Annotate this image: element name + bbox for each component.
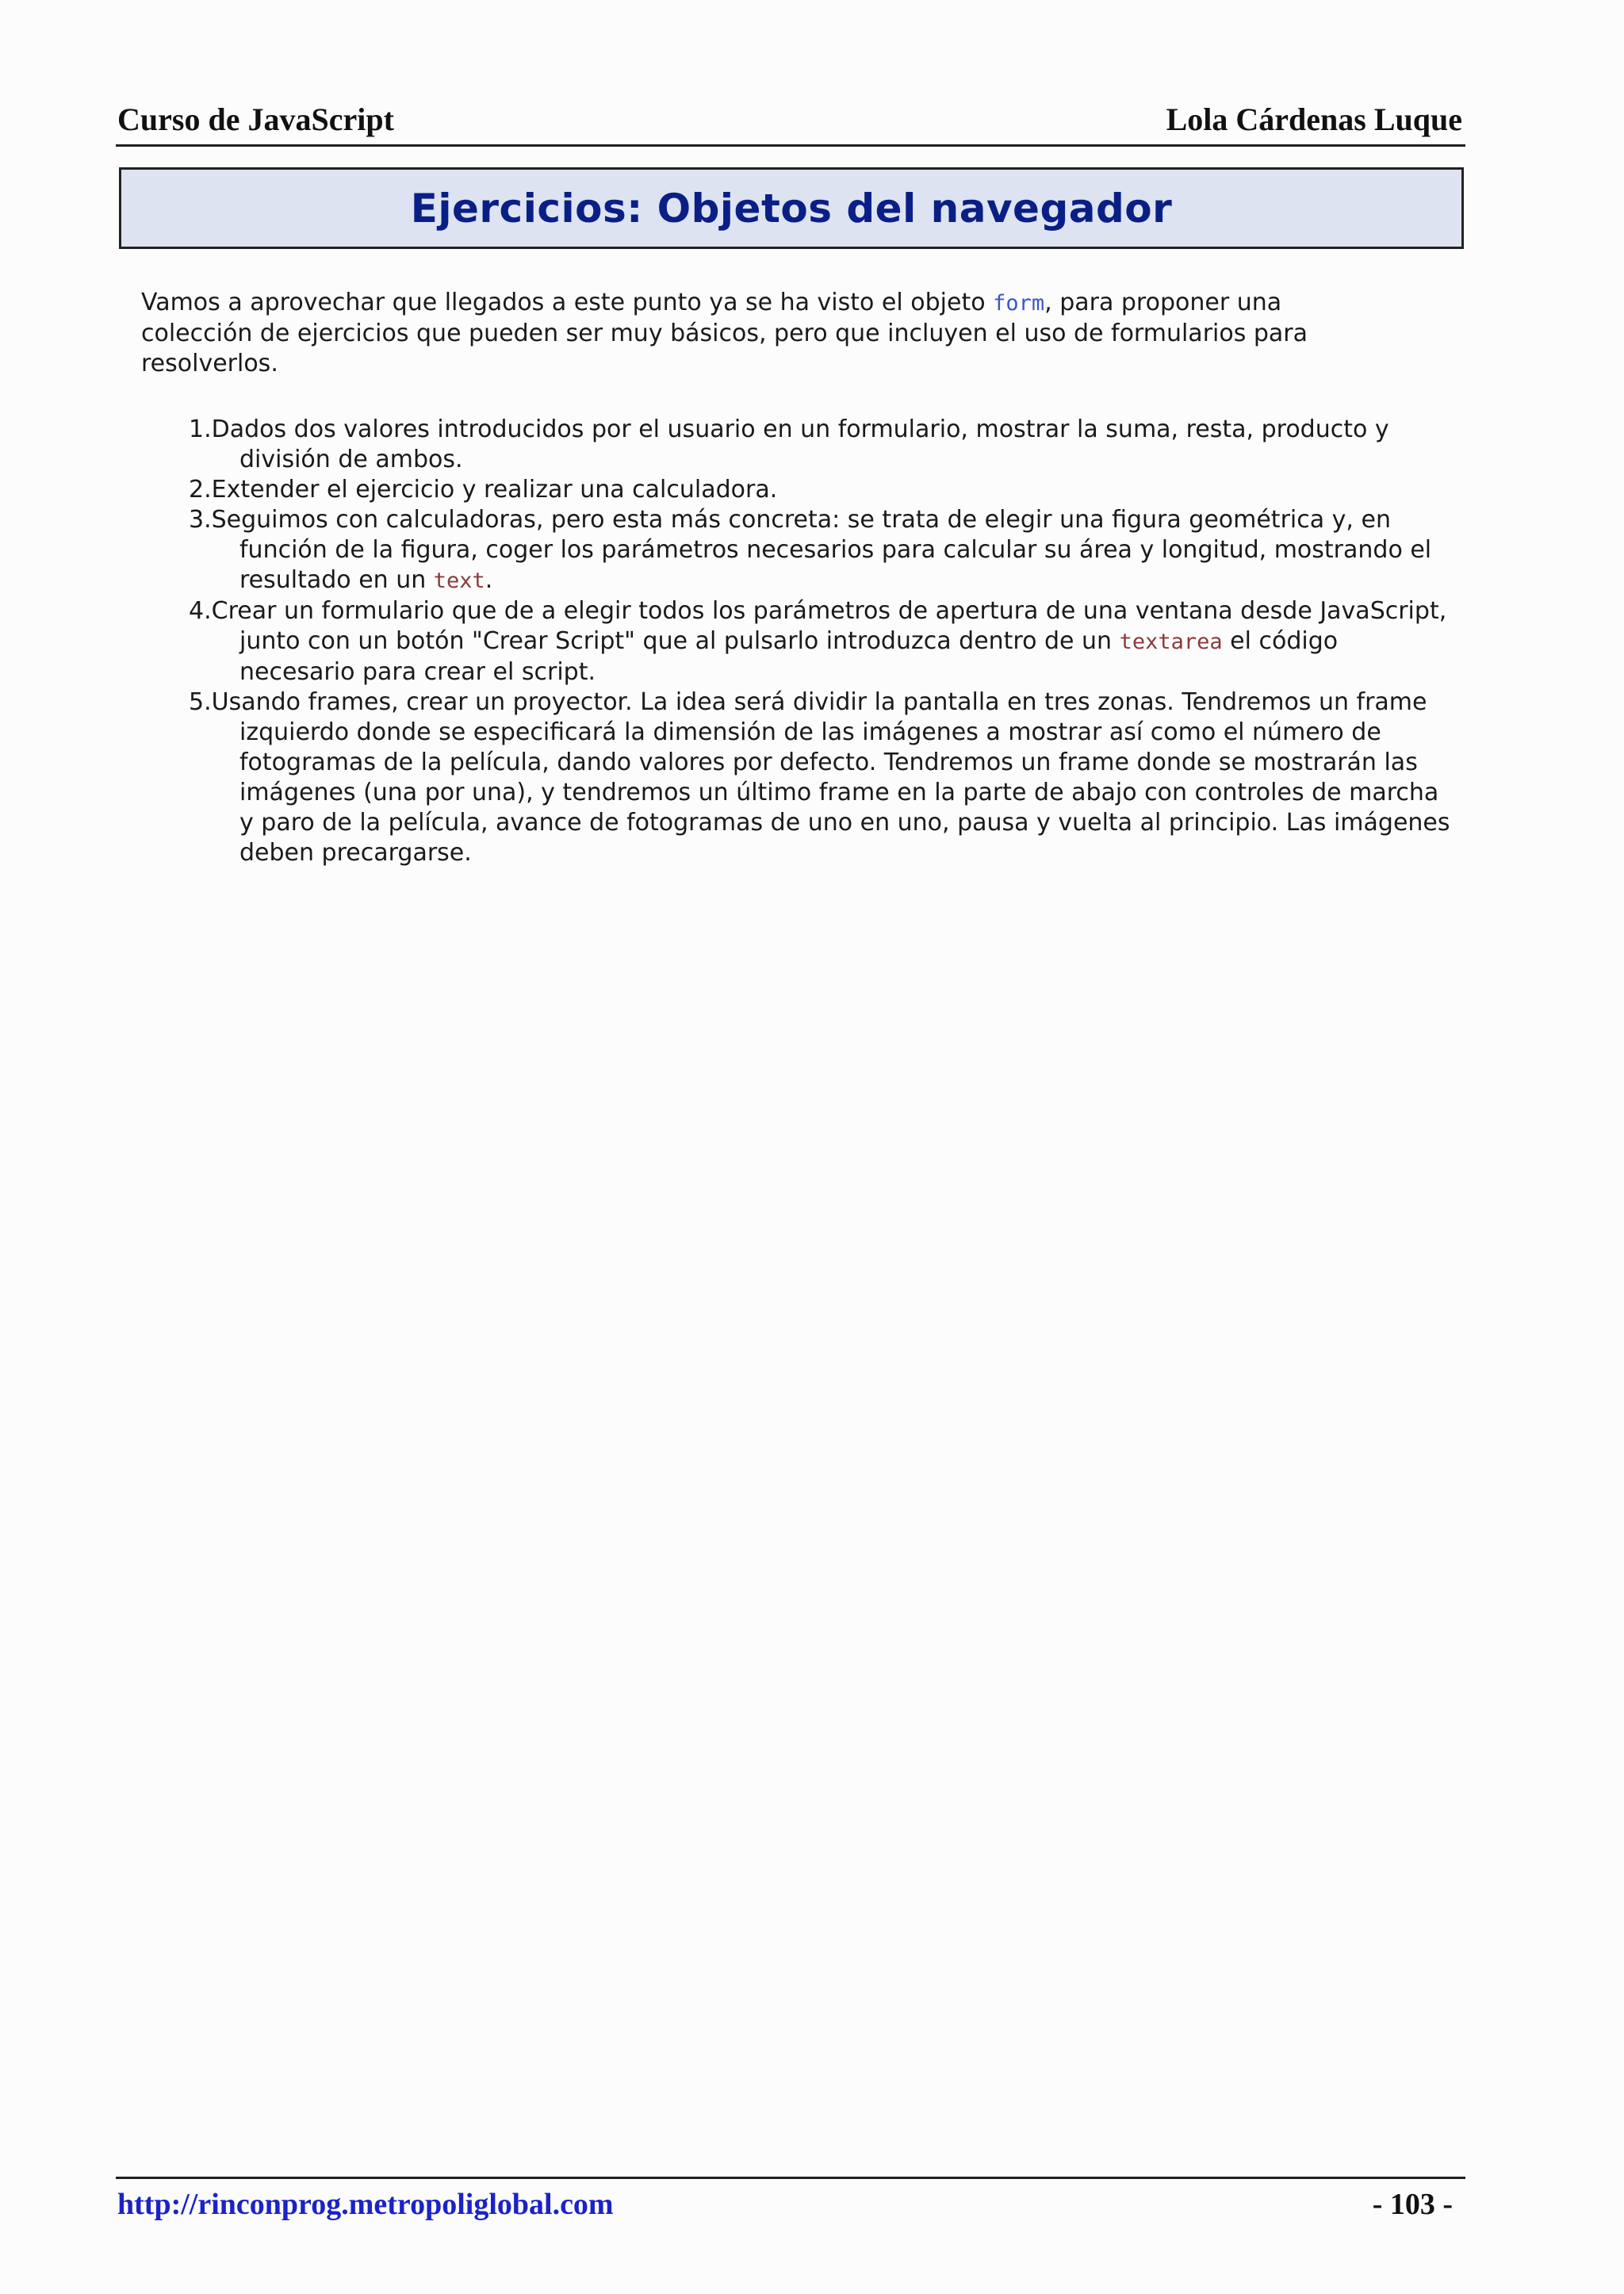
intro-code-form: form	[993, 291, 1045, 316]
intro-paragraph	[141, 288, 1378, 379]
intro-text-before: Vamos a aprovechar que llegados a este punto ya se ha visto el objeto	[141, 289, 994, 316]
course-title: Curso de JavaScript	[117, 101, 394, 137]
exercise-code-text: text	[433, 569, 485, 593]
exercise-number: 2.	[189, 476, 212, 504]
intro-text-after: , para proponer una colección de ejercicios que pueden ser muy básicos, pero que incluyen el uso de formularios para resolverlos.	[141, 289, 1308, 377]
section-title-box	[119, 167, 1464, 249]
exercise-item-5	[189, 687, 1457, 868]
exercise-item-4	[189, 596, 1457, 687]
exercise-list	[189, 415, 1457, 868]
section-title: Ejercicios: Objetos del navegador	[410, 185, 1173, 232]
page-footer	[116, 2177, 1465, 2227]
exercise-number: 4.	[189, 597, 212, 625]
exercise-text: Seguimos con calculadoras, pero esta más concreta: se trata de elegir una figura geométrica y, en función de la figura, coger los parámetros necesarios para calcular su área y longitud, mostrando el resultado en un	[211, 506, 1432, 594]
exercise-number: 5.	[189, 688, 212, 716]
exercise-number: 1.	[189, 416, 212, 443]
exercise-code-textarea: textarea	[1119, 630, 1223, 654]
exercise-text: Dados dos valores introducidos por el usuario en un formulario, mostrar la suma, resta, producto y división de ambos.	[211, 416, 1389, 473]
site-link[interactable]: http://rinconprog.metropoliglobal.com	[117, 2188, 614, 2221]
exercise-item-2	[189, 475, 1457, 505]
page-number: - 103 -	[1372, 2188, 1453, 2221]
author-name: Lola Cárdenas Luque	[1166, 101, 1462, 137]
exercise-item-3	[189, 505, 1457, 596]
exercise-number: 3.	[189, 506, 212, 534]
exercise-text: Extender el ejercicio y realizar una calculadora.	[211, 476, 778, 504]
exercise-item-1	[189, 415, 1457, 475]
exercise-text: Crear un formulario que de a elegir todos los parámetros de apertura de una ventana desde JavaScript, junto con un botón "Crear Script" que al pulsarlo introduzca dentro de un	[211, 597, 1447, 655]
exercise-text: Usando frames, crear un proyector. La idea será dividir la pantalla en tres zonas. Tendremos un frame izquierdo donde se especificará la dimensión de las imágenes a mostrar así como el número de fotogramas de la película, dando valores por defecto. Tendremos un frame donde se mostrarán las imágenes (una por una), y tendremos un último frame en la parte de abajo con controles de marcha y paro de la película, avance de fotogramas de uno en uno, pausa y vuelta al principio. Las imágenes deben precargarse.	[211, 688, 1450, 867]
page-header	[116, 98, 1465, 147]
exercise-text-end: el código necesario para crear el script.	[239, 627, 1339, 686]
exercise-text-end: .	[485, 566, 493, 594]
